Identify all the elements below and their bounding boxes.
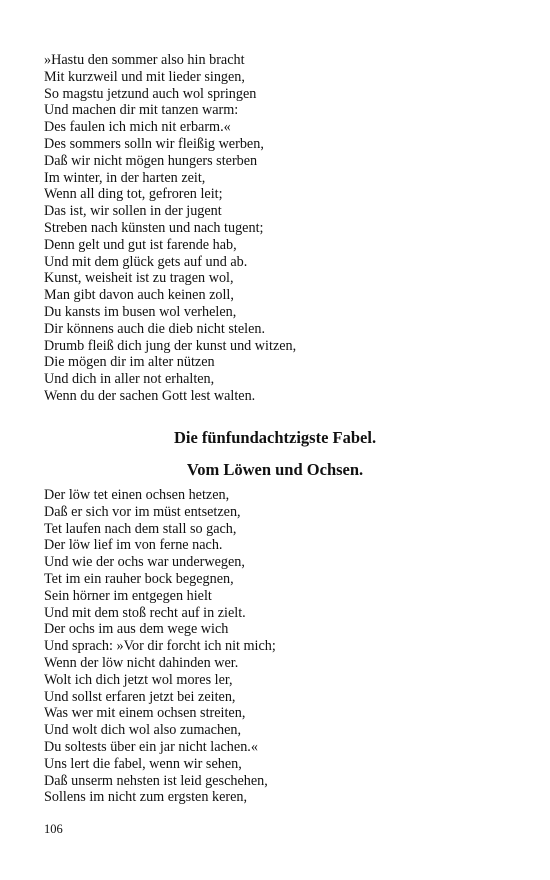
verse-line: Und sollst erfaren jetzt bei zeiten, [44,688,236,705]
verse-line: Drumb fleiß dich jung der kunst und witzen, [44,337,297,354]
verse-line: Die mögen dir im alter nützen [44,354,215,371]
verse-line: Im winter, in der harten zeit, [44,169,206,186]
verse-line: Uns lert die fabel, wenn wir sehen, [44,755,242,772]
verse-line: Wolt ich dich jetzt wol mores ler, [44,671,233,688]
verse-line: Dir könnens auch die dieb nicht stelen. [44,320,266,337]
verse-line: Und wie der ochs war underwegen, [44,554,245,571]
fable-stanza [44,487,514,806]
verse-line: Mit kurzweil und mit lieder singen, [44,68,245,85]
verse-line: Der ochs im aus dem wege wich [44,621,229,638]
page-number: 106 [44,822,63,836]
verse-line: Und sprach: »Vor dir forcht ich nit mich; [44,638,276,655]
verse-line: Man gibt davon auch keinen zoll, [44,287,234,304]
verse-line: Wenn der löw nicht dahinden wer. [44,654,239,671]
verse-line: Du soltests über ein jar nicht lachen.« [44,738,258,755]
verse-line: Der löw tet einen ochsen hetzen, [44,487,230,503]
fable-title-heading: Vom Löwen und Ochsen. [186,460,364,479]
verse-line: Sollens im nicht zum ergsten keren, [44,789,248,806]
verse-line: Und machen dir mit tanzen warm: [44,102,239,119]
verse-line: Denn gelt und gut ist farende hab, [44,236,237,253]
verse-line: Sein hörner im entgegen hielt [44,587,212,604]
verse-line: »Hastu den sommer also hin bracht [44,52,245,68]
verse-line: Tet im ein rauher bock begegnen, [44,570,234,587]
verse-line: Daß wir nicht mögen hungers sterben [44,152,258,169]
verse-line: Der löw lief im von ferne nach. [44,537,223,554]
verse-line: Was wer mit einem ochsen streiten, [44,705,246,722]
verse-line: Und mit dem stoß recht auf in zielt. [44,604,246,621]
verse-line: Kunst, weisheit ist zu tragen wol, [44,270,234,287]
verse-line: Und dich in aller not erhalten, [44,371,215,388]
verse-line: Daß er sich vor im müst entsetzen, [44,503,241,520]
verse-line: Und mit dem glück gets auf und ab. [44,253,248,270]
verse-line: Tet laufen nach dem stall so gach, [44,520,237,537]
verse-line: Wenn all ding tot, gefroren leit; [44,186,223,203]
verse-line: Des sommers solln wir fleißig werben, [44,135,264,152]
verse-line: Das ist, wir sollen in der jugent [44,203,222,220]
verse-line: Streben nach künsten und nach tugent; [44,219,264,236]
verse-line: Wenn du der sachen Gott lest walten. [44,387,256,404]
verse-line: Des faulen ich mich nit erbarm.« [44,119,231,136]
poem-stanza-continued [44,52,514,405]
verse-line: So magstu jetzund auch wol springen [44,85,257,102]
verse-line: Und wolt dich wol also zumachen, [44,722,242,739]
verse-line: Daß unserm nehsten ist leid geschehen, [44,772,268,789]
verse-line: Du kansts im busen wol verhelen, [44,303,237,320]
fable-number-heading: Die fünfundachtzigste Fabel. [173,428,377,447]
